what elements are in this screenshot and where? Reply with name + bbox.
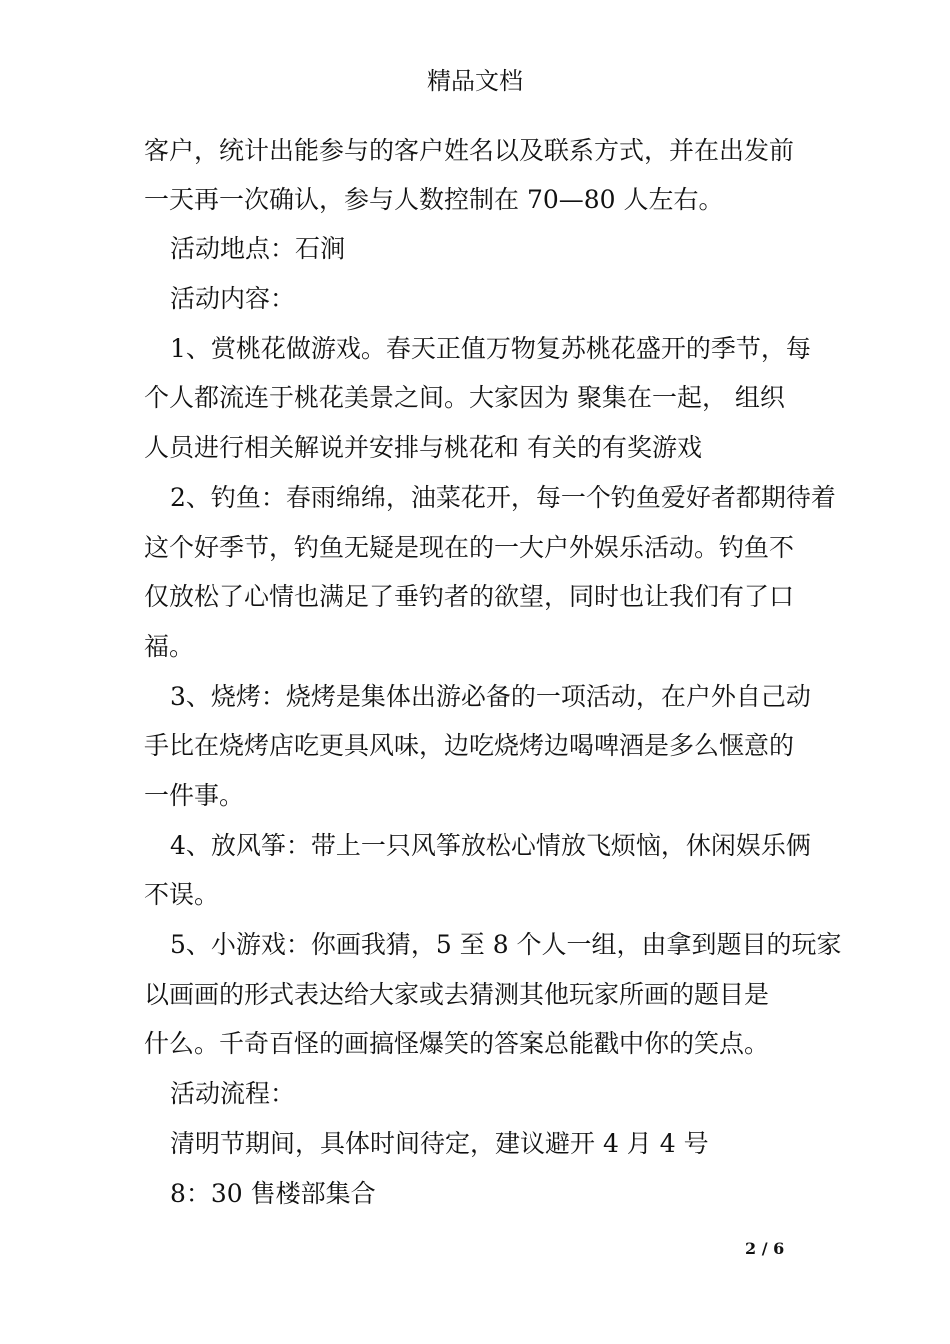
paragraph-line: 4、放风筝：带上一只风筝放松心情放飞烦恼，休闲娱乐俩	[170, 831, 811, 860]
paragraph-line: 2、钓鱼：春雨绵绵，油菜花开，每一个钓鱼爱好者都期待着	[170, 483, 836, 512]
paragraph-line: 8：30 售楼部集合	[170, 1179, 376, 1208]
paragraph-line: 个人都流连于桃花美景之间。大家因为 聚集在一起， 组织	[144, 383, 785, 412]
paragraph-line: 不误。	[144, 880, 220, 909]
paragraph-line: 手比在烧烤店吃更具风味，边吃烧烤边喝啤酒是多么惬意的	[144, 731, 795, 760]
paragraph-line: 人员进行相关解说并安排与桃花和 有关的有奖游戏	[144, 433, 702, 462]
paragraph-line: 活动地点：石涧	[170, 234, 346, 263]
paragraph-line: 福。	[144, 632, 195, 661]
paragraph-line: 客户，统计出能参与的客户姓名以及联系方式，并在出发前	[144, 136, 795, 165]
paragraph-line: 活动内容：	[170, 284, 296, 313]
paragraph-line: 清明节期间，具体时间待定，建议避开 4 月 4 号	[170, 1129, 709, 1158]
paragraph-line: 一天再一次确认，参与人数控制在 70—80 人左右。	[144, 185, 724, 214]
page-header-title: 精品文档	[427, 67, 523, 95]
paragraph-line: 这个好季节，钓鱼无疑是现在的一大户外娱乐活动。钓鱼不	[144, 533, 795, 562]
paragraph-line: 仅放松了心情也满足了垂钓者的欲望，同时也让我们有了口	[144, 582, 795, 611]
paragraph-line: 什么。千奇百怪的画搞怪爆笑的答案总能戳中你的笑点。	[144, 1029, 770, 1058]
page-number: 2 / 6	[745, 1239, 785, 1258]
paragraph-line: 5、小游戏：你画我猜，5 至 8 个人一组，由拿到题目的玩家	[170, 930, 842, 959]
paragraph-line: 以画画的形式表达给大家或去猜测其他玩家所画的题目是	[144, 980, 770, 1009]
paragraph-line: 活动流程：	[170, 1079, 296, 1108]
paragraph-line: 1、赏桃花做游戏。春天正值万物复苏桃花盛开的季节，每	[170, 334, 811, 363]
paragraph-line: 一件事。	[144, 781, 245, 810]
paragraph-line: 3、烧烤：烧烤是集体出游必备的一项活动，在户外自己动	[170, 682, 811, 711]
